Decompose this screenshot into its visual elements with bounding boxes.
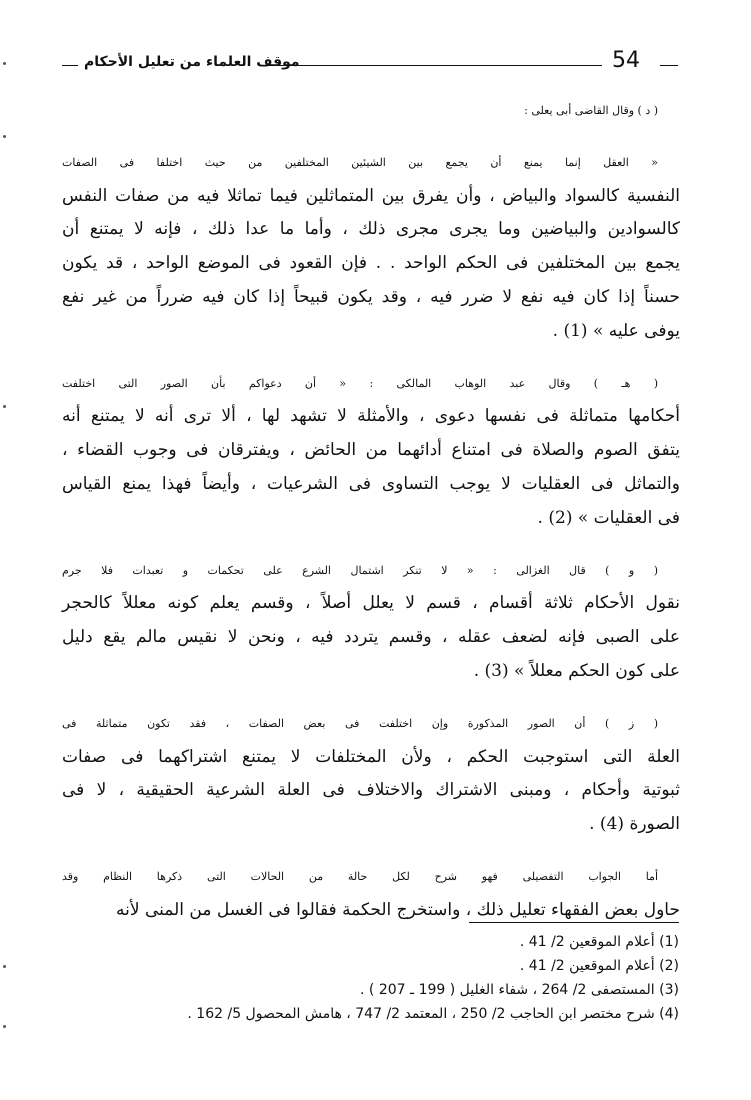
running-header (62, 50, 682, 80)
paragraph (62, 707, 680, 842)
margin-speck (3, 405, 6, 408)
margin-speck (3, 62, 6, 65)
text-line: والتماثل فى العقليات لا يوجب التساوى فى الشرعيات ، وأيضاً فهذا يمنع القياس (62, 473, 680, 494)
margin-speck (3, 965, 6, 968)
paragraph (62, 146, 680, 349)
text-line: يتفق الصوم والصلاة فى امتناع أدائهما من الحائض ، ويفترقان فى وجوب القضاء ، (62, 440, 680, 461)
text-line: ( هـ ) وقال عبد الوهاب المالكى : « أن دعواكم بأن الصور التى اختلفت (62, 376, 658, 390)
text-line: النفسية كالسواد والبياض ، وأن يفرق بين المتماثلين فيما تماثلا فيه من صفات النفس (62, 185, 680, 206)
paragraph (62, 860, 680, 928)
text-line: على كون الحكم معللاً » (3) . (473, 660, 680, 681)
text-line: يوفى عليه » (1) . (552, 320, 680, 341)
text-line: حسناً إذا كان فيه نفع لا ضرر فيه ، وقد يكون قبيحاً إذا كان فيه ضرراً من غير نفع (62, 286, 680, 307)
header-rule-middle (262, 65, 602, 66)
footnote: (1) أعلام الموقعين 2/ 41 . (519, 934, 679, 950)
page-number: 54 (612, 48, 640, 73)
running-title: موقف العلماء من تعليل الأحكام (84, 54, 300, 70)
text-line: « العقل إنما يمنع أن يجمع بين الشيئين المختلفين من حيث اختلفا فى الصفات (62, 155, 658, 169)
text-line: ثبوتية وأحكام ، ومبنى الاشتراك والاختلاف فى العلة الشرعية الحقيقية ، لا فى (62, 780, 680, 801)
text-line: نقول الأحكام ثلاثة أقسام ، قسم لا يعلل أصلاً ، وقسم يعلم كونه معللاً كالحجر (62, 593, 680, 614)
margin-speck (3, 135, 6, 138)
footnote: (4) شرح مختصر ابن الحاجب 2/ 250 ، المعتمد 2/ 747 ، هامش المحصول 5/ 162 . (187, 1006, 679, 1022)
text-line: حاول بعض الفقهاء تعليل ذلك ، واستخرج الحكمة فقالوا فى الغسل من المنى لأنه (116, 899, 680, 920)
text-line: على الصبى فإنه لضعف عقله ، وقسم يتردد فيه ، ونحن لا نقيس مالم يقع دليل (62, 627, 680, 648)
text-line: العلة التى استوجبت الحكم ، ولأن المختلفات لا يمتنع اشتراكهما فى صفات (62, 746, 680, 767)
footnotes (79, 930, 679, 1026)
text-line: فى العقليات » (2) . (537, 507, 680, 528)
paragraph (62, 554, 680, 689)
text-line: أحكامها متماثلة فى نفسها دعوى ، والأمثلة لا تشهد لها ، ألا ترى أنه لا يمتنع أنه (62, 406, 680, 427)
text-line: ( ز ) أن الصور المذكورة وإن اختلفت فى بعض الصفات ، فقد تكون متماثلة فى (62, 716, 658, 730)
footnote-rule (469, 922, 679, 923)
paragraph (62, 94, 680, 128)
text-line: أما الجواب التفصيلى فهو شرح لكل حالة من الحالات التى ذكرها النظام وقد (62, 869, 658, 883)
footnote: (3) المستصفى 2/ 264 ، شفاء الغليل ( 199 ـ 207 ) . (360, 982, 679, 998)
margin-speck (3, 1025, 6, 1028)
header-rule-right (660, 65, 678, 66)
text-line: ( د ) وقال القاضى أبى يعلى : (524, 104, 658, 117)
header-rule-left (62, 65, 78, 66)
text-line: الصورة (4) . (589, 814, 680, 835)
body-text (62, 94, 680, 946)
text-line: يجمع بين المختلفين فى الحكم الواحد . . فإن القعود فى الموضع الواحد ، قد يكون (62, 253, 680, 274)
footnote: (2) أعلام الموقعين 2/ 41 . (519, 958, 679, 974)
text-line: كالسوادين والبياضين وما يجرى مجرى ذلك ، وأما ما عدا ذلك ، فإنه لا يمتنع أن (62, 219, 680, 240)
paragraph (62, 367, 680, 536)
text-line: ( و ) قال الغزالى : « لا تنكر اشتمال الشرع على تحكمات و تعبدات فلا جرم (62, 563, 658, 577)
